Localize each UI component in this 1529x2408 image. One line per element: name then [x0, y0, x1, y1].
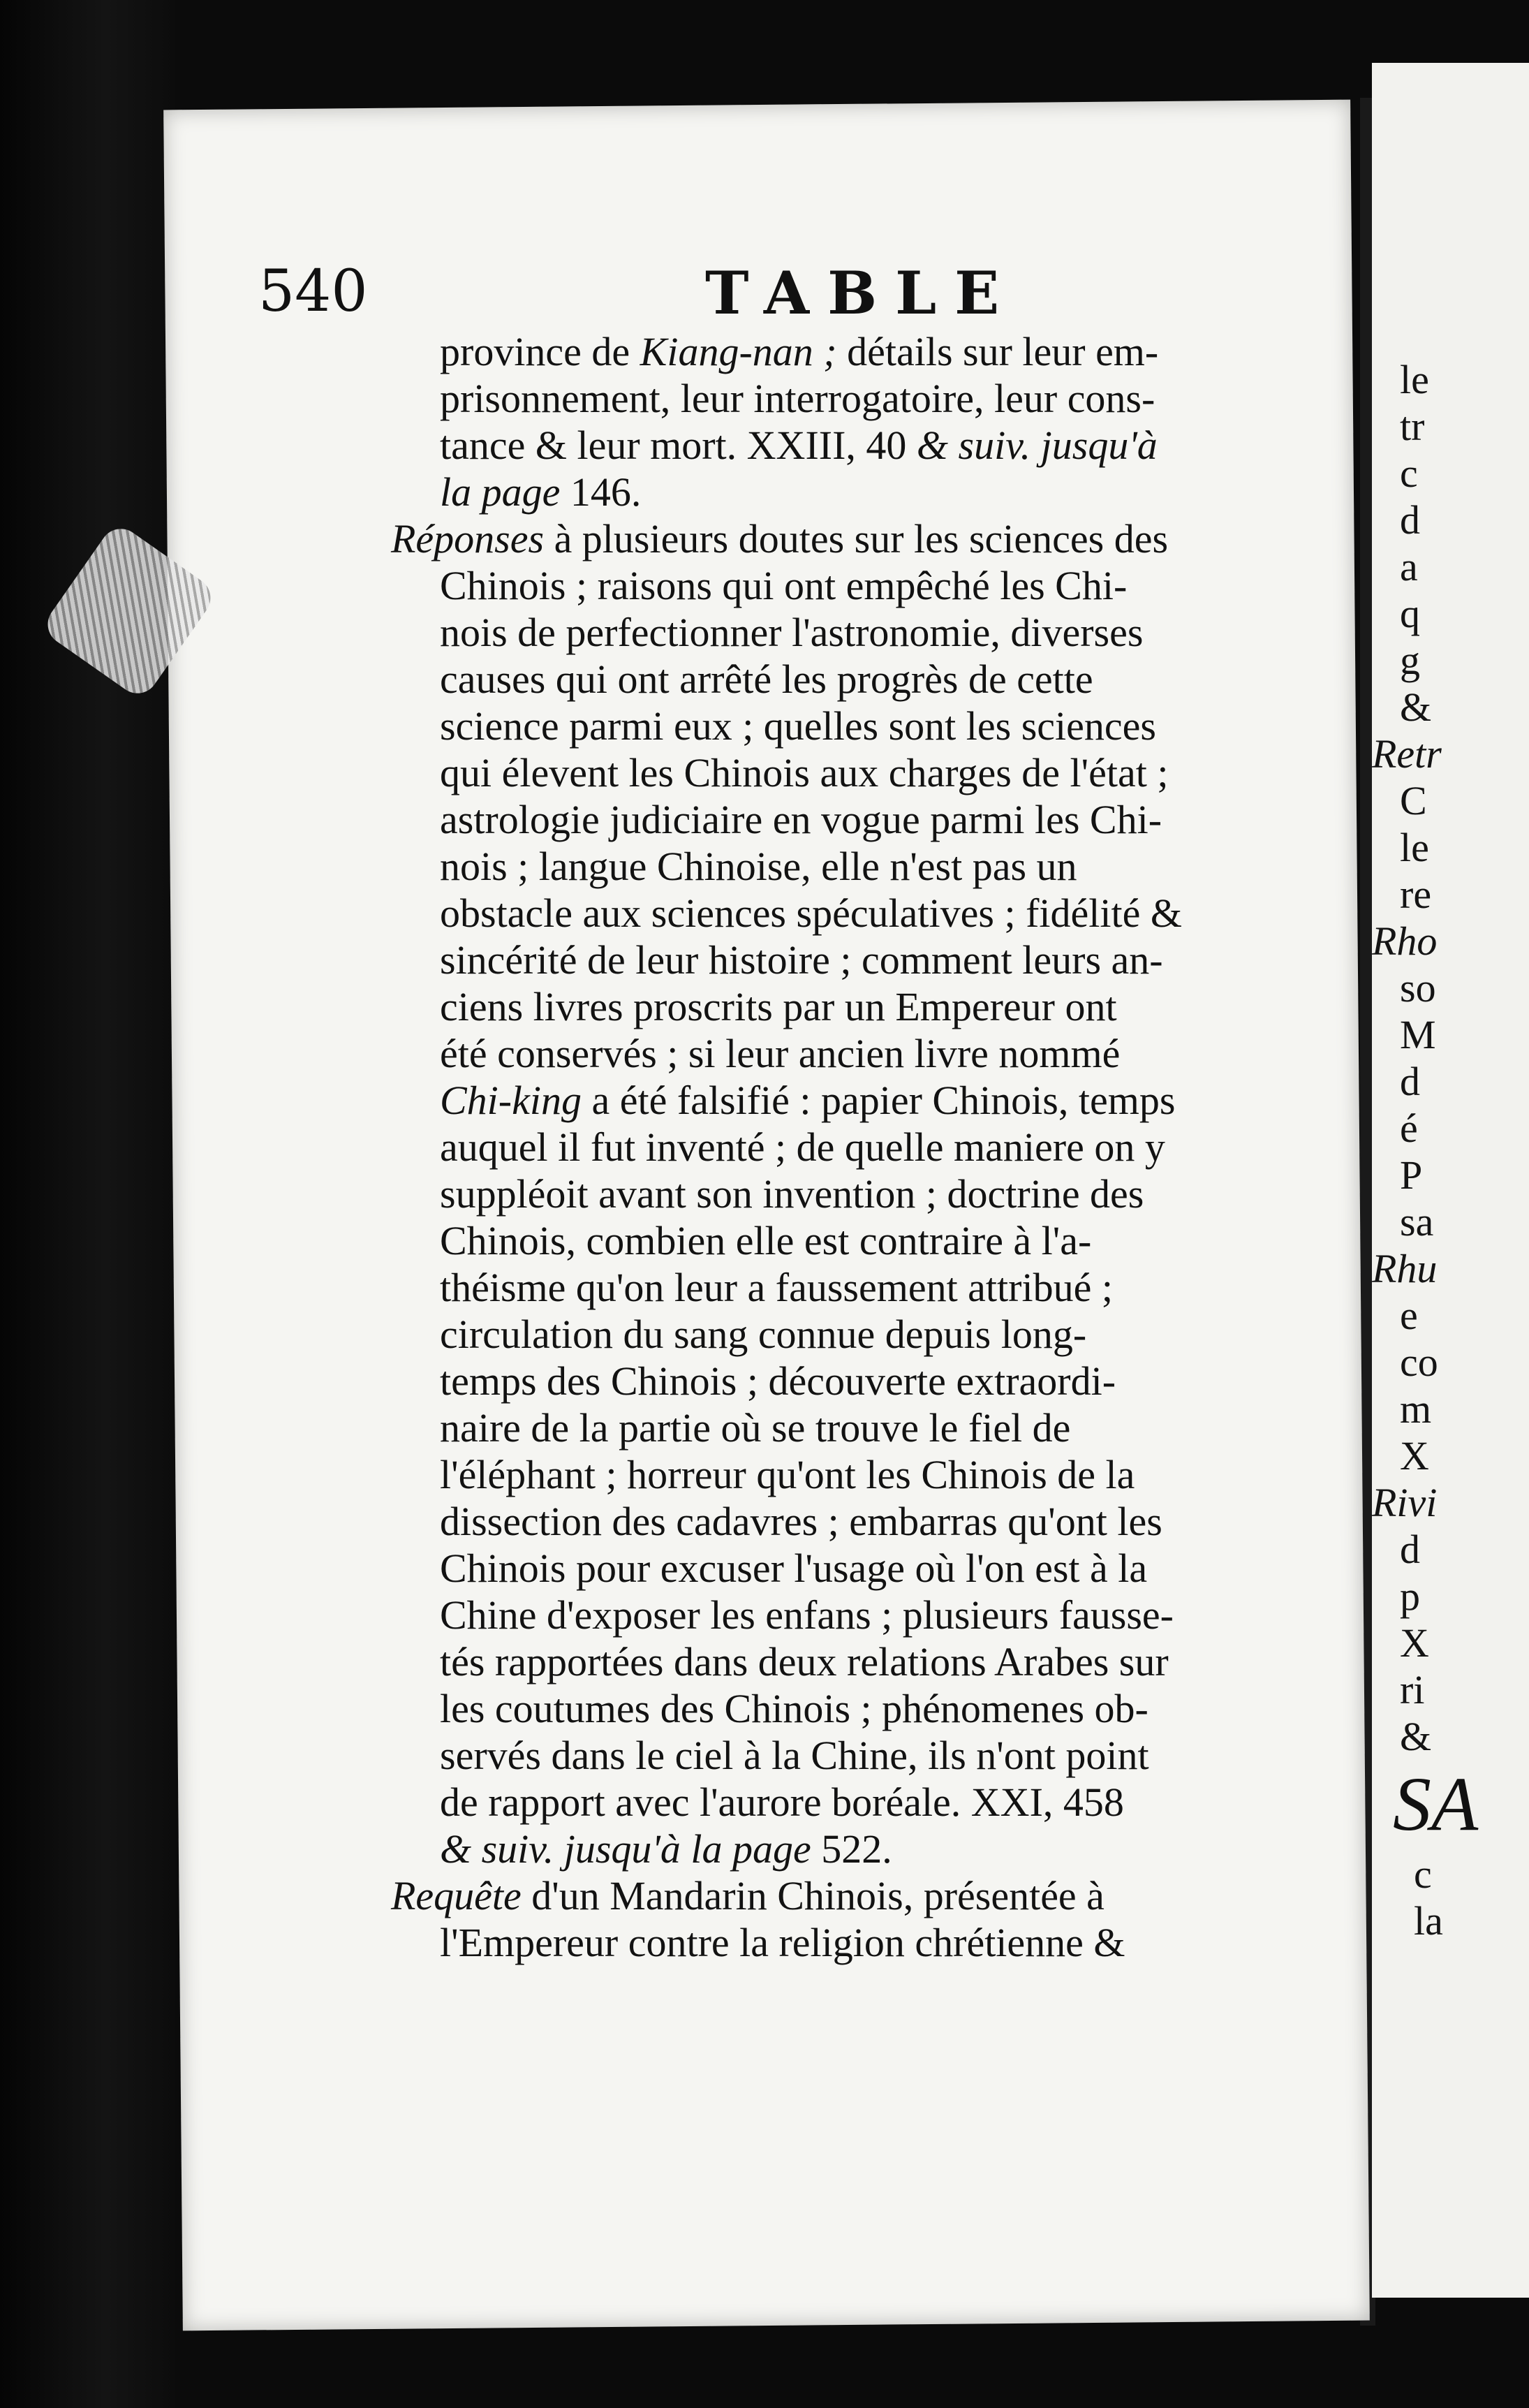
text-line [440, 1498, 1334, 1545]
text-line [440, 609, 1334, 656]
text-line [440, 1779, 1334, 1826]
line-text: province de [440, 329, 640, 374]
text-line [440, 422, 1334, 469]
facing-page-tail [1414, 1851, 1443, 1944]
facing-page-line: so [1400, 965, 1436, 1011]
facing-page-line: tr [1400, 404, 1425, 449]
line-text: prisonnement, leur interrogatoire, leur cons- [440, 376, 1155, 421]
facing-page-line: Rhu [1372, 1246, 1438, 1291]
line-text-rest: détails sur leur em- [836, 329, 1159, 374]
italic-text: & suiv. jusqu'à la page [440, 1826, 811, 1872]
italic-text: la page [440, 469, 561, 515]
facing-page-line: le [1400, 825, 1429, 870]
line-text: l'éléphant ; horreur qu'ont les Chinois de la [440, 1452, 1135, 1497]
line-text: temps des Chinois ; découverte extraordi- [440, 1358, 1116, 1404]
line-text-rest: a été falsifié : papier Chinois, temps [581, 1078, 1176, 1123]
facing-page-line: P [1400, 1152, 1423, 1198]
text-line [440, 1919, 1334, 1966]
line-text: les coutumes des Chinois ; phénomenes ob- [440, 1686, 1148, 1731]
facing-page-line: a [1400, 544, 1418, 589]
line-text: science parmi eux ; quelles sont les sciences [440, 703, 1156, 749]
facing-page-line: e [1400, 1293, 1418, 1338]
line-text: à plusieurs doutes sur les sciences des [544, 516, 1169, 561]
facing-page-line: X [1400, 1620, 1429, 1666]
running-title: TABLE [705, 258, 1018, 328]
facing-page-line: le [1400, 357, 1429, 402]
facing-page-line: re [1400, 872, 1432, 917]
line-text: l'Empereur contre la religion chrétienne & [440, 1920, 1125, 1965]
facing-page-line: X [1400, 1433, 1429, 1478]
facing-page-line: p [1400, 1573, 1420, 1619]
text-line [440, 703, 1334, 749]
text-line [440, 1451, 1334, 1498]
text-line [391, 1872, 1334, 1919]
index-term: Réponses [391, 516, 545, 561]
line-text: ciens livres proscrits par un Empereur ont [440, 984, 1117, 1029]
text-line [440, 1732, 1334, 1779]
line-text: tés rapportées dans deux relations Arabes sur [440, 1639, 1169, 1684]
line-text: Chinois, combien elle est contraire à l'a- [440, 1218, 1092, 1263]
facing-page-line: Retr [1372, 731, 1442, 777]
text-line [440, 1545, 1334, 1592]
line-text: astrologie judiciaire en vogue parmi les Chi- [440, 797, 1162, 842]
text-line [440, 1592, 1334, 1638]
facing-page-line: q [1400, 591, 1420, 636]
text-line [440, 843, 1334, 890]
line-text: été conservés ; si leur ancien livre nommé [440, 1031, 1121, 1076]
text-line [440, 1638, 1334, 1685]
text-line [440, 1358, 1334, 1404]
text-line [440, 1311, 1334, 1358]
text-line [440, 749, 1334, 796]
text-line [440, 937, 1334, 983]
facing-page-tail-line: la [1414, 1898, 1443, 1944]
facing-page-line: d [1400, 1059, 1420, 1104]
index-entries [391, 328, 1334, 1966]
line-text: nois ; langue Chinoise, elle n'est pas un [440, 844, 1077, 889]
line-text: dissection des cadavres ; embarras qu'ont les [440, 1499, 1162, 1544]
line-text: obstacle aux sciences spéculatives ; fidélité & [440, 890, 1182, 936]
text-line [440, 1077, 1334, 1124]
line-text: nois de perfectionner l'astronomie, diverses [440, 610, 1144, 655]
text-line [440, 1264, 1334, 1311]
facing-page-line: Rho [1372, 918, 1438, 964]
italic-text: Chi-king [440, 1078, 582, 1123]
text-line [391, 515, 1334, 562]
facing-page-line: m [1400, 1386, 1432, 1432]
text-line [440, 796, 1334, 843]
line-text: tance & leur mort. XXIII, 40 [440, 423, 917, 468]
line-text: Chine d'exposer les enfans ; plusieurs fausse- [440, 1592, 1174, 1638]
facing-page-line: d [1400, 1527, 1420, 1572]
line-text: naire de la partie où se trouve le fiel de [440, 1405, 1071, 1451]
text-line [440, 1170, 1334, 1217]
facing-page-line: & [1400, 684, 1432, 730]
line-text: auquel il fut inventé ; de quelle maniere on y [440, 1124, 1165, 1170]
facing-page-line: C [1400, 778, 1427, 823]
facing-page-section-head: SA [1393, 1761, 1479, 1847]
line-text-rest: 146. [560, 469, 642, 515]
line-text: qui élevent les Chinois aux charges de l'état ; [440, 750, 1169, 795]
text-line [440, 1030, 1334, 1077]
page-number: 540 [258, 258, 368, 325]
facing-page-line: c [1400, 450, 1418, 496]
page-header [258, 258, 1320, 335]
index-term: Requête [391, 1873, 522, 1918]
facing-page-line: co [1400, 1339, 1438, 1385]
facing-page-text [1372, 356, 1442, 1760]
facing-page [1372, 63, 1529, 2298]
facing-page-line: g [1400, 638, 1420, 683]
facing-page-line: ri [1400, 1667, 1425, 1712]
facing-page-line: é [1400, 1106, 1418, 1151]
facing-page-line: M [1400, 1012, 1436, 1057]
facing-page-line: sa [1400, 1199, 1434, 1245]
line-text: causes qui ont arrêté les progrès de cette [440, 656, 1093, 702]
line-text: servés dans le ciel à la Chine, ils n'ont point [440, 1733, 1149, 1778]
line-text: de rapport avec l'aurore boréale. XXI, 458 [440, 1779, 1124, 1825]
book-spine-shadow [0, 0, 175, 2408]
text-line [440, 1685, 1334, 1732]
line-text-rest: 522. [811, 1826, 892, 1872]
text-line [440, 1826, 1334, 1872]
facing-page-line: & [1400, 1714, 1432, 1759]
line-text: circulation du sang connue depuis long- [440, 1312, 1087, 1357]
line-text: sincérité de leur histoire ; comment leurs an- [440, 937, 1163, 983]
text-line [440, 562, 1334, 609]
text-line [440, 983, 1334, 1030]
facing-page-tail-line: c [1414, 1851, 1432, 1897]
text-line [440, 469, 1334, 515]
text-line [440, 1217, 1334, 1264]
text-line [440, 890, 1334, 937]
facing-page-line: Rivi [1372, 1480, 1438, 1525]
text-line [440, 656, 1334, 703]
line-text: Chinois ; raisons qui ont empêché les Chi- [440, 563, 1128, 608]
line-text: suppléoit avant son invention ; doctrine des [440, 1171, 1144, 1217]
facing-page-line: d [1400, 497, 1420, 543]
text-line [440, 1124, 1334, 1170]
line-text: Chinois pour excuser l'usage où l'on est à la [440, 1546, 1148, 1591]
text-line [440, 375, 1334, 422]
line-text: d'un Mandarin Chinois, présentée à [521, 1873, 1105, 1918]
text-line [440, 328, 1334, 375]
line-text: théisme qu'on leur a faussement attribué ; [440, 1265, 1113, 1310]
text-line [440, 1404, 1334, 1451]
italic-text: Kiang-nan ; [640, 329, 837, 374]
italic-text: & suiv. jusqu'à [916, 423, 1158, 468]
